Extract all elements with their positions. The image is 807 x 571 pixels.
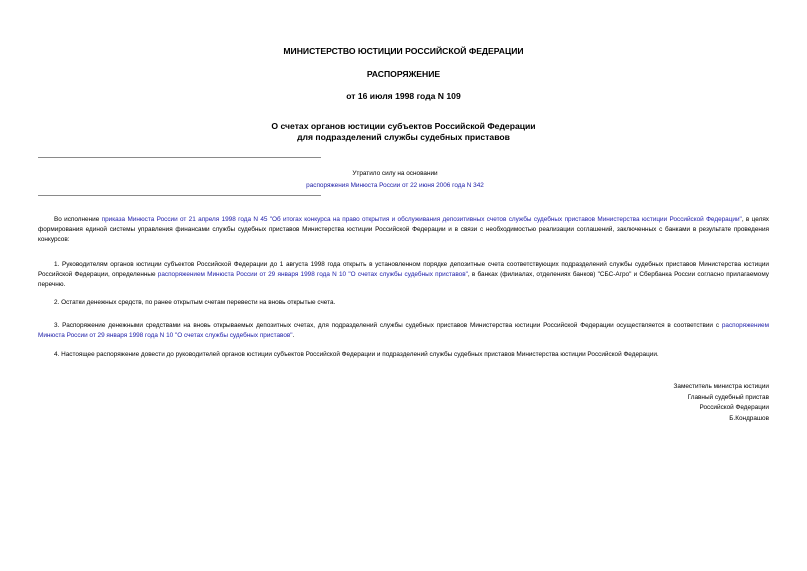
signature-country: Российской Федерации [699, 404, 769, 411]
signature-name: Б.Кондрашов [729, 414, 769, 422]
divider-bottom [38, 195, 321, 196]
status-note-text: Утратило силу на основании [352, 170, 438, 177]
status-note [300, 168, 490, 192]
intro-text-1: Во исполнение [54, 216, 102, 223]
paragraph-3-text-1: 3. Распоряжение денежными средствами на вновь открываемых депозитных счетах, для подразделений службы судебных приставов Министерства юстиции Российской Федерации осуществляется в соответствии с [54, 322, 722, 329]
intro-paragraph [38, 215, 769, 245]
divider-top [38, 157, 321, 158]
signature-title: Главный судебный пристав [687, 393, 769, 401]
document-type: РАСПОРЯЖЕНИЕ [366, 69, 441, 79]
document-title-line-2: для подразделений службы судебных приставов [297, 132, 510, 142]
paragraph-4: 4. Настоящее распоряжение довести до руководителей органов юстиции субъектов Российской Федерации и подразделений службы судебных приставов Министерства юстиции Российской Федерации. [54, 351, 659, 358]
paragraph-3 [38, 321, 769, 341]
paragraph-1-text-2: , в банках (филиалах, отделениях банков) "СБС-Агро" и Сбербанка России согласно прилагаемому перечню. [38, 271, 769, 288]
order-45-link[interactable]: приказа Минюста России от 21 апреля 1998 года N 45 "Об итогах конкурса на право открытия и обслуживания депозитивных счетов службы судебных приставов Министерства юстиции Российской Федерации" [101, 216, 742, 223]
paragraph-1 [38, 260, 769, 290]
paragraph-1-text-1: 1. Руководителям органов юстиции субъектов Российской Федерации до 1 августа 1998 года открыть в установленном порядке депозитные счета соответствующих подразделений службы судебных приставов Министерства юстиции Российской Федерации, определенные [38, 261, 769, 278]
order-10-link-2[interactable]: распоряжением Минюста России от 29 января 1998 года N 10 "О счетах службы судебных приставов" [38, 322, 769, 339]
signature-position: Заместитель министра юстиции [673, 383, 769, 390]
paragraph-3-text-2: . [292, 332, 295, 339]
paragraph-2: 2. Остатки денежных средств, по ранее открытым счетам перевести на вновь открытые счета. [54, 299, 336, 306]
order-10-link[interactable]: распоряжением Минюста России от 29 января 1998 года N 10 "О счетах службы судебных приставов" [157, 271, 468, 278]
document-date: от 16 июля 1998 года N 109 [346, 91, 461, 101]
signature-block [674, 382, 769, 424]
ministry-heading: МИНИСТЕРСТВО ЮСТИЦИИ РОССИЙСКОЙ ФЕДЕРАЦИИ [283, 46, 524, 56]
document-title-line-1: О счетах органов юстиции субъектов Российской Федерации [271, 121, 536, 131]
status-note-link[interactable]: распоряжения Минюста России от 22 июня 2006 года N 342 [306, 182, 484, 189]
intro-text-2: , в целях формирования единой системы управления финансами службы судебных приставов Министерства юстиции Российской Федерации и в связи с необходимостью реализации соглашений, заключенных с банками в результате проведения конкурсов: [38, 216, 769, 243]
